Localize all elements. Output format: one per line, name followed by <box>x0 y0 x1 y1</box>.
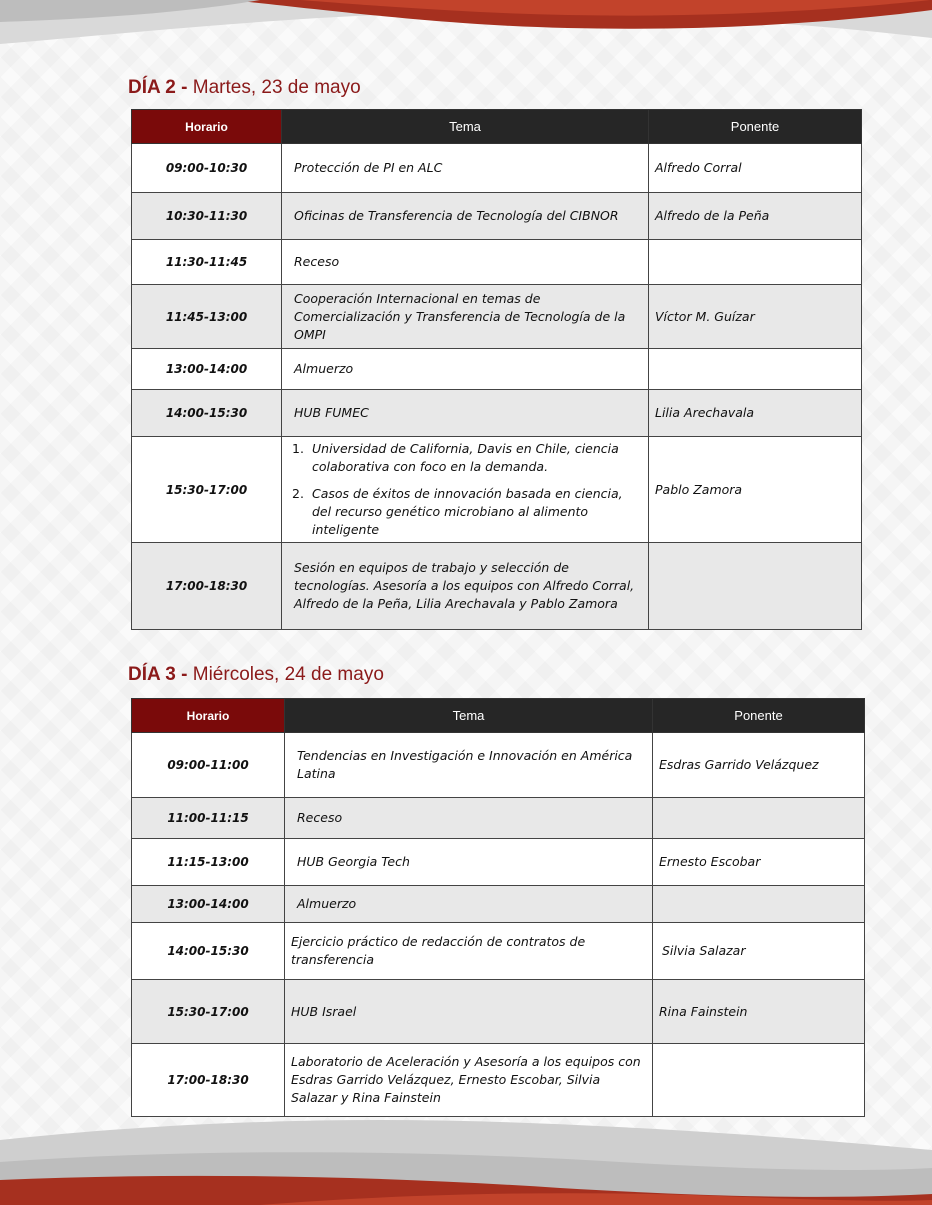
table-row <box>132 980 865 1044</box>
list-item <box>286 440 642 476</box>
row-time: 15:30-17:00 <box>132 980 285 1044</box>
row-speaker: Alfredo Corral <box>649 144 862 193</box>
header-speaker: Ponente <box>653 699 865 733</box>
table-header-row <box>132 110 862 144</box>
row-time: 11:45-13:00 <box>132 285 282 349</box>
row-topic: Almuerzo <box>285 886 653 923</box>
row-topic: Oficinas de Transferencia de Tecnología del CIBNOR <box>282 193 649 240</box>
row-time: 14:00-15:30 <box>132 923 285 980</box>
row-topic: Protección de PI en ALC <box>282 144 649 193</box>
day2-label: DÍA 2 - <box>128 77 188 98</box>
row-topic: Ejercicio práctico de redacción de contratos de transferencia <box>285 923 653 980</box>
list-item-text: Casos de éxitos de innovación basada en ciencia, del recurso genético microbiano al alimento inteligente <box>312 486 623 537</box>
row-time: 09:00-10:30 <box>132 144 282 193</box>
row-topic: Tendencias en Investigación e Innovación en América Latina <box>285 733 653 798</box>
row-topic: HUB Georgia Tech <box>285 839 653 886</box>
row-speaker <box>649 240 862 285</box>
row-topic: Sesión en equipos de trabajo y selección de tecnologías. Asesoría a los equipos con Alfredo Corral, Alfredo de la Peña, Lilia Arechavala y Pablo Zamora <box>282 543 649 630</box>
table-row <box>132 193 862 240</box>
day3-label: DÍA 3 - <box>128 664 188 685</box>
list-item-number: 2. <box>292 486 304 501</box>
header-topic: Tema <box>282 110 649 144</box>
row-time: 10:30-11:30 <box>132 193 282 240</box>
row-speaker <box>649 543 862 630</box>
day3-date: Miércoles, 24 de mayo <box>192 664 384 685</box>
row-topic: Cooperación Internacional en temas de Comercialización y Transferencia de Tecnología de la OMPI <box>282 285 649 349</box>
day2-schedule-table <box>131 109 862 630</box>
row-time: 15:30-17:00 <box>132 437 282 543</box>
table-row <box>132 390 862 437</box>
header-time: Horario <box>132 699 285 733</box>
day2-title <box>128 77 361 99</box>
row-time: 11:00-11:15 <box>132 798 285 839</box>
row-time: 17:00-18:30 <box>132 543 282 630</box>
table-row <box>132 240 862 285</box>
row-speaker <box>649 349 862 390</box>
table-row <box>132 733 865 798</box>
row-speaker: Silvia Salazar <box>653 923 865 980</box>
day3-title <box>128 664 384 686</box>
table-row <box>132 886 865 923</box>
row-topic-list <box>282 437 649 543</box>
row-time: 11:15-13:00 <box>132 839 285 886</box>
table-row <box>132 437 862 543</box>
row-topic: Almuerzo <box>282 349 649 390</box>
table-row <box>132 144 862 193</box>
table-row <box>132 285 862 349</box>
topic-list <box>286 440 642 539</box>
row-speaker: Alfredo de la Peña <box>649 193 862 240</box>
list-item-number: 1. <box>292 441 304 456</box>
day3-schedule-table <box>131 698 865 1117</box>
table-header-row <box>132 699 865 733</box>
row-speaker <box>653 798 865 839</box>
row-speaker: Lilia Arechavala <box>649 390 862 437</box>
day2-date: Martes, 23 de mayo <box>192 77 361 98</box>
row-topic: HUB FUMEC <box>282 390 649 437</box>
row-speaker: Esdras Garrido Velázquez <box>653 733 865 798</box>
bottom-wave-decoration <box>0 1110 932 1205</box>
row-time: 14:00-15:30 <box>132 390 282 437</box>
row-time: 13:00-14:00 <box>132 349 282 390</box>
row-time: 13:00-14:00 <box>132 886 285 923</box>
row-time: 17:00-18:30 <box>132 1044 285 1117</box>
row-speaker <box>653 886 865 923</box>
row-time: 11:30-11:45 <box>132 240 282 285</box>
top-wave-decoration <box>0 0 932 60</box>
row-speaker: Rina Fainstein <box>653 980 865 1044</box>
list-item-text: Universidad de California, Davis en Chile, ciencia colaborativa con foco en la demanda. <box>312 441 619 474</box>
row-topic: Receso <box>285 798 653 839</box>
row-topic: HUB Israel <box>285 980 653 1044</box>
table-row <box>132 798 865 839</box>
row-speaker: Ernesto Escobar <box>653 839 865 886</box>
row-speaker <box>653 1044 865 1117</box>
row-speaker: Pablo Zamora <box>649 437 862 543</box>
table-row <box>132 923 865 980</box>
header-time: Horario <box>132 110 282 144</box>
table-row <box>132 1044 865 1117</box>
row-time: 09:00-11:00 <box>132 733 285 798</box>
header-speaker: Ponente <box>649 110 862 144</box>
table-row <box>132 543 862 630</box>
row-topic: Laboratorio de Aceleración y Asesoría a los equipos con Esdras Garrido Velázquez, Ernesto Escobar, Silvia Salazar y Rina Fainstein <box>285 1044 653 1117</box>
list-item <box>286 485 642 539</box>
table-row <box>132 349 862 390</box>
table-row <box>132 839 865 886</box>
header-topic: Tema <box>285 699 653 733</box>
row-topic: Receso <box>282 240 649 285</box>
row-speaker: Víctor M. Guízar <box>649 285 862 349</box>
